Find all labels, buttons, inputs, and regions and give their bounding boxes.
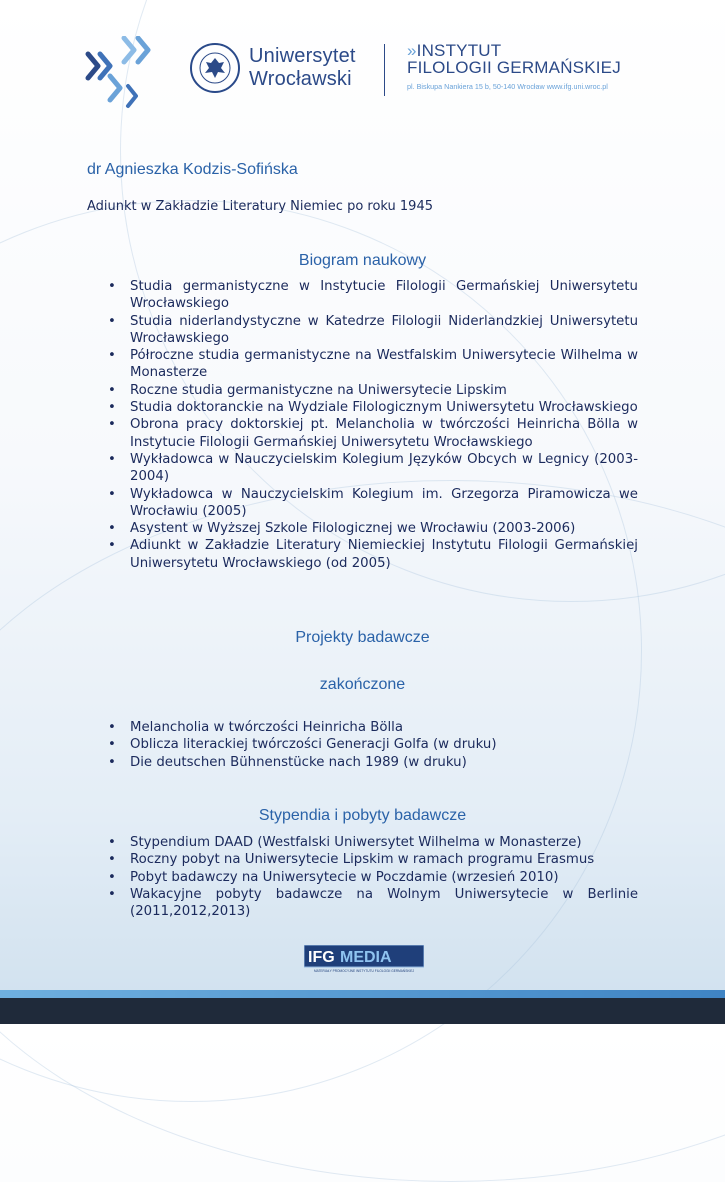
- header-divider: [384, 44, 385, 96]
- biogram-heading: Biogram naukowy: [298, 252, 427, 269]
- university-name-line2: Wrocławski: [249, 68, 352, 90]
- institute-arrows: »: [407, 41, 417, 60]
- list-item: • Studia doktoranckie na Wydziale Filologicznym Uniwersytetu Wrocławskiego: [88, 399, 638, 416]
- university-name-line1: Uniwersytet: [249, 45, 356, 67]
- footer-dark-band: [0, 998, 725, 1024]
- projects-subheading: zakończone: [319, 676, 406, 693]
- list-item: • Półroczne studia germanistyczne na Westfalskim Uniwersytecie Wilhelma w Monasterze: [88, 347, 638, 382]
- person-position: Adiunkt w Zakładzie Literatury Niemiec po roku 1945: [87, 199, 433, 214]
- institute-name: [407, 42, 621, 76]
- list-item: • Wykładowca w Nauczycielskim Kolegium im. Grzegorza Piramowicza we Wrocławiu (2005): [88, 486, 638, 521]
- logo-text-ifg: IFG: [308, 949, 335, 966]
- institute-name-line2: FILOLOGII GERMAŃSKIEJ: [407, 58, 621, 77]
- list-item: • Wakacyjne pobyty badawcze na Wolnym Uniwersytecie w Berlinie (2011,2012,2013): [88, 886, 638, 921]
- list-item: • Oblicza literackiej twórczości Generacji Golfa (w druku): [88, 736, 638, 753]
- list-item: • Stypendium DAAD (Westfalski Uniwersytet Wilhelma w Monasterze): [88, 834, 638, 851]
- ifg-media-logo: [304, 945, 424, 973]
- list-item: • Melancholia w twórczości Heinricha Bölla: [88, 719, 638, 736]
- list-item: • Pobyt badawczy na Uniwersytecie w Poczdamie (wrzesień 2010): [88, 869, 638, 886]
- list-item: • Studia germanistyczne w Instytucie Filologii Germańskiej Uniwersytetu Wrocławskiego: [88, 278, 638, 313]
- list-item: • Roczne studia germanistyczne na Uniwersytecie Lipskim: [88, 382, 638, 399]
- scholarships-list: [88, 834, 638, 920]
- chevrons-logo-icon: [84, 36, 164, 112]
- list-item: • Asystent w Wyższej Szkole Filologicznej we Wrocławiu (2003-2006): [88, 520, 638, 537]
- institute-name-line1: INSTYTUT: [416, 41, 502, 60]
- list-item: • Die deutschen Bühnenstücke nach 1989 (w druku): [88, 754, 638, 771]
- biogram-list: [88, 278, 638, 572]
- list-item: • Studia niderlandystyczne w Katedrze Filologii Niderlandzkiej Uniwersytetu Wrocławskiego: [88, 313, 638, 348]
- logo-caption: MATERIAŁY PROMOCYJNE INSTYTUTU FILOLOGII GERMAŃSKIEJ: [313, 969, 415, 973]
- university-seal-icon: [190, 43, 240, 93]
- list-item: • Roczny pobyt na Uniwersytecie Lipskim w ramach programu Erasmus: [88, 851, 638, 868]
- background-arc: [0, 480, 725, 1182]
- university-name: [249, 45, 356, 91]
- person-name: dr Agnieszka Kodzis-Sofińska: [87, 161, 298, 178]
- scholarships-heading: Stypendia i pobyty badawcze: [258, 807, 467, 824]
- projects-heading: Projekty badawcze: [295, 629, 430, 646]
- list-item: • Obrona pracy doktorskiej pt. Melancholia w twórczości Heinricha Bölla w Instytucie Filologii Germańskiej Uniwersytetu Wrocławskiego: [88, 416, 638, 451]
- projects-list: [88, 719, 638, 771]
- list-item: • Adiunkt w Zakładzie Literatury Niemieckiej Instytutu Filologii Germańskiej Uniwersytetu Wrocławskiego (od 2005): [88, 537, 638, 572]
- institute-address: pl. Biskupa Nankiera 15 b, 50-140 Wrocław www.ifg.uni.wroc.pl: [407, 82, 608, 91]
- list-item: • Wykładowca w Nauczycielskim Kolegium Języków Obcych w Legnicy (2003-2004): [88, 451, 638, 486]
- logo-text-media: MEDIA: [340, 949, 392, 966]
